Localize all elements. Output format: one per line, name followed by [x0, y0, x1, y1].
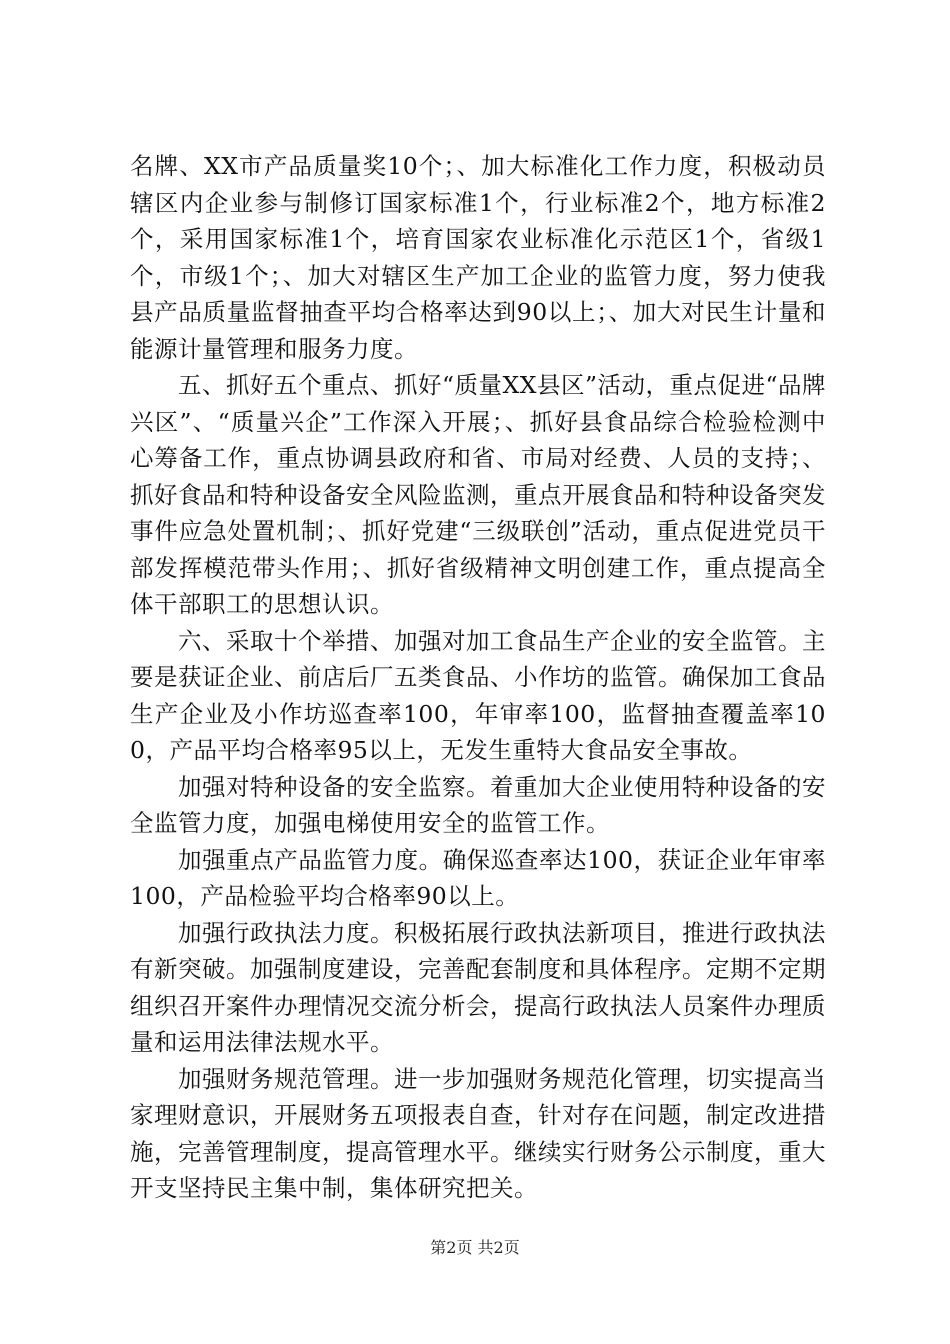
- paragraph-financial-management: 加强财务规范管理。进一步加强财务规范化管理，切实提高当家理财意识，开展财务五项报表自查，针对存在问题，制定改进措施，完善管理制度，提高管理水平。继续实行财务公示制度，重大开支坚持民主集中制，集体研究把关。: [130, 1064, 826, 1202]
- page-number-footer: 第2页 共2页: [430, 1238, 520, 1257]
- document-body: [130, 148, 826, 1207]
- paragraph-ten-measures: 六、采取十个举措、加强对加工食品生产企业的安全监管。主要是获证企业、前店后厂五类食品、小作坊的监管。确保加工食品生产企业及小作坊巡查率100，年审率100，监督抽查覆盖率100，产品平均合格率95以上，无发生重特大食品安全事故。: [130, 626, 826, 764]
- paragraph-administrative-enforcement: 加强行政执法力度。积极拓展行政执法新项目，推进行政执法有新突破。加强制度建设，完善配套制度和具体程序。定期不定期组织召开案件办理情况交流分析会，提高行政执法人员案件办理质量和运用法律法规水平。: [130, 918, 826, 1056]
- paragraph-continuation: 名牌、XX市产品质量奖10个；、加大标准化工作力度，积极动员辖区内企业参与制修订国家标准1个，行业标准2个，地方标准2个，采用国家标准1个，培育国家农业标准化示范区1个，省级1个，市级1个；、加大对辖区生产加工企业的监管力度，努力使我县产品质量监督抽查平均合格率达到90以上；、加大对民生计量和能源计量管理和服务力度。: [130, 152, 826, 363]
- paragraph-five-key-points: 五、抓好五个重点、抓好“质量XX县区”活动，重点促进“品牌兴区”、“质量兴企”工作深入开展；、抓好县食品综合检验检测中心筹备工作，重点协调县政府和省、市局对经费、人员的支持；、抓好食品和特种设备安全风险监测，重点开展食品和特种设备突发事件应急处置机制；、抓好党建“三级联创”活动，重点促进党员干部发挥模范带头作用；、抓好省级精神文明创建工作，重点提高全体干部职工的思想认识。: [130, 371, 827, 618]
- paragraph-special-equipment: 加强对特种设备的安全监察。着重加大企业使用特种设备的安全监管力度，加强电梯使用安全的监管工作。: [130, 772, 826, 837]
- paragraph-key-products: 加强重点产品监管力度。确保巡查率达100，获证企业年审率100，产品检验平均合格率90以上。: [130, 845, 826, 910]
